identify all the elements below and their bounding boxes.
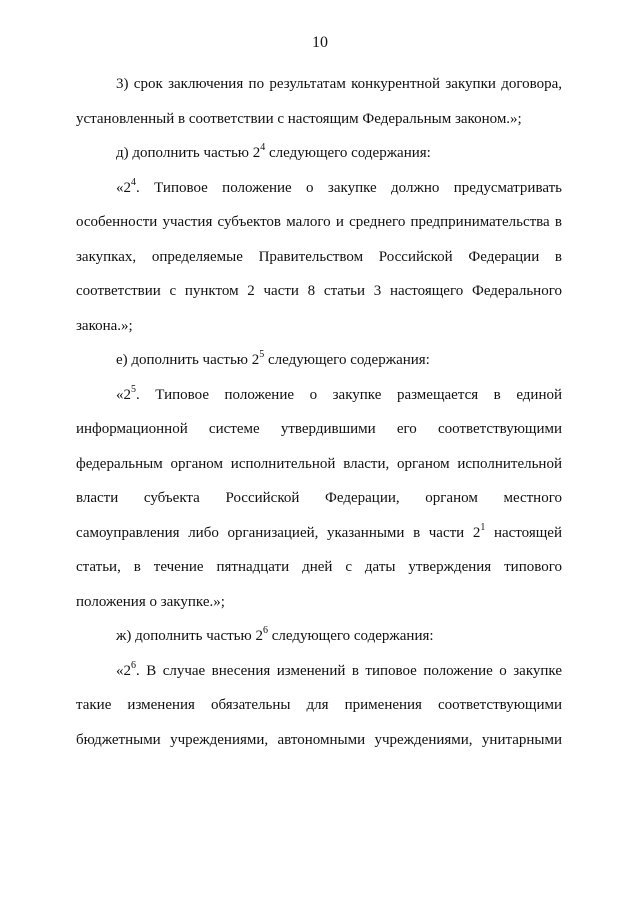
text-line: федеральным органом исполнительной власти, органом исполнительной bbox=[76, 455, 562, 472]
text-line: положения о закупке.»; bbox=[76, 593, 225, 610]
text-segment: «2 bbox=[116, 179, 131, 196]
text-line: закона.»; bbox=[76, 317, 133, 334]
text-line bbox=[76, 343, 562, 378]
text-segment: е) дополнить частью 2 bbox=[116, 352, 260, 368]
text-segment: следующего содержания: bbox=[265, 145, 431, 161]
text-segment: . В случае внесения изменений в типовое положение о закупке bbox=[136, 662, 562, 679]
superscript: 6 bbox=[131, 659, 136, 671]
text-line: закупках, определяемые Правительством Российской Федерации в bbox=[76, 248, 562, 265]
text-segment: настоящей bbox=[485, 524, 562, 541]
superscript: 1 bbox=[480, 521, 486, 533]
text-line bbox=[76, 171, 562, 206]
superscript: 6 bbox=[262, 625, 268, 636]
text-segment: следующего содержания: bbox=[267, 628, 434, 644]
text-segment: «2 bbox=[116, 386, 131, 403]
text-line bbox=[76, 136, 562, 171]
text-segment: ж) дополнить частью 2 bbox=[116, 628, 263, 644]
text-segment: «2 bbox=[116, 662, 131, 679]
page-number: 10 bbox=[312, 34, 328, 51]
text-line: особенности участия субъектов малого и среднего предпринимательства в bbox=[76, 214, 562, 230]
text-line bbox=[76, 619, 562, 654]
document-body bbox=[76, 67, 562, 757]
text-line: информационной системе утвердившими его соответствующими bbox=[76, 421, 562, 437]
text-line: установленный в соответствии с настоящим Федеральным законом.»; bbox=[76, 110, 522, 127]
superscript: 4 bbox=[260, 142, 266, 153]
text-segment: самоуправления либо организацией, указанными в части 2 bbox=[76, 524, 481, 541]
text-segment: . Типовое положение о закупке должно предусматривать bbox=[136, 179, 562, 196]
superscript: 5 bbox=[259, 349, 265, 360]
text-line: 3) срок заключения по результатам конкурентной закупки договора, bbox=[116, 76, 562, 92]
superscript: 4 bbox=[131, 176, 136, 188]
text-segment: . Типовое положение о закупке размещается в единой bbox=[136, 386, 562, 403]
text-line bbox=[76, 378, 562, 413]
superscript: 5 bbox=[131, 383, 136, 395]
text-line: соответствии с пунктом 2 части 8 статьи 3 настоящего Федерального bbox=[76, 283, 562, 299]
text-line bbox=[76, 654, 562, 689]
text-line: бюджетными учреждениями, автономными учреждениями, унитарными bbox=[76, 731, 562, 748]
text-line: статьи, в течение пятнадцати дней с даты утверждения типового bbox=[76, 559, 562, 575]
text-line: такие изменения обязательны для применения соответствующими bbox=[76, 697, 562, 713]
text-line bbox=[76, 516, 562, 551]
text-segment: д) дополнить частью 2 bbox=[116, 145, 261, 161]
text-line: власти субъекта Российской Федерации, органом местного bbox=[76, 490, 562, 506]
text-segment: следующего содержания: bbox=[264, 352, 430, 368]
